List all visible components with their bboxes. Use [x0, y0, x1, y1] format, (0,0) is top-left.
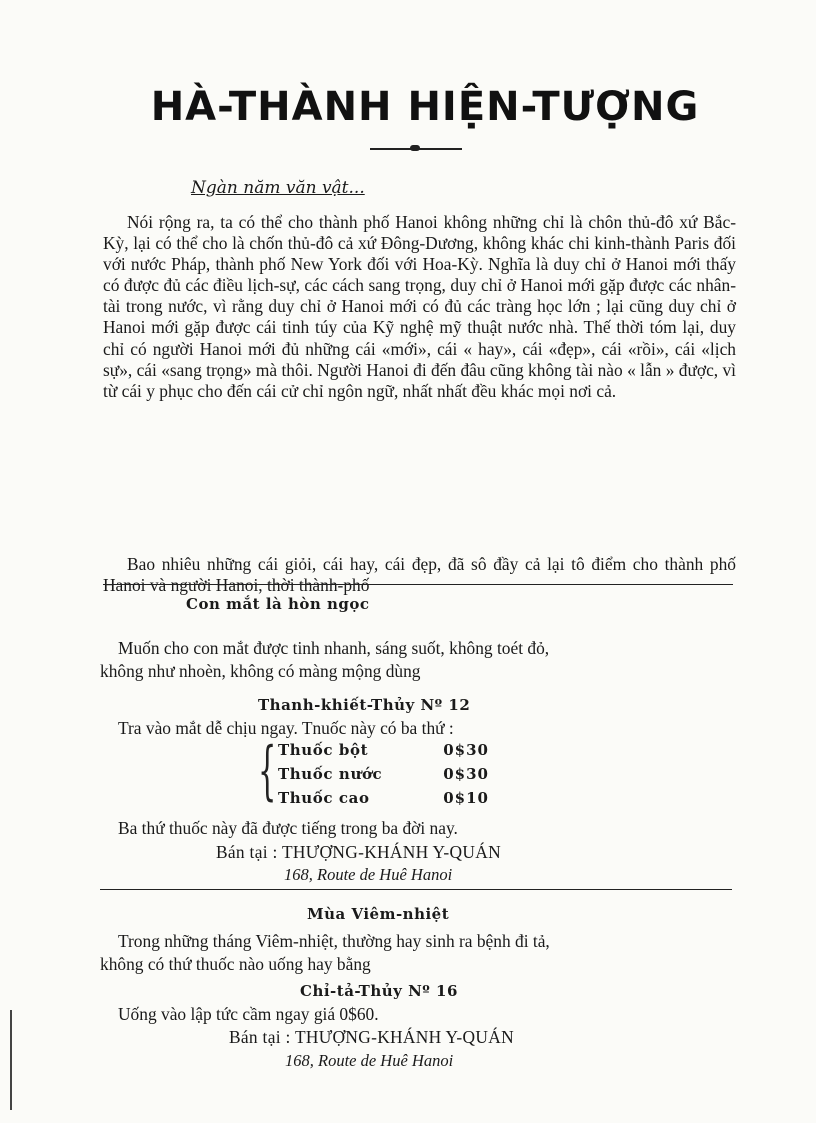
product-label: Thuốc bột [278, 741, 369, 759]
product-price: 0$10 [443, 789, 489, 807]
ad2-product-name: Chỉ-tả-Thủy Nº 16 [300, 982, 458, 1000]
product-price: 0$30 [443, 765, 489, 783]
product-label: Thuốc nước [278, 765, 383, 783]
ad1-note: Ba thứ thuốc này đã được tiếng trong ba đời nay. [118, 818, 458, 838]
ad2-line-2: không có thứ thuốc nào uống hay bằng [100, 954, 371, 974]
ad1-line-1: Muốn cho con mắt được tinh nhanh, sáng suốt, không toét đỏ, [118, 638, 550, 658]
ad1-address: 168, Route de Huê Hanoi [284, 865, 453, 884]
price-row [278, 789, 489, 807]
ad1-line-2: không như nhoèn, không có màng mộng dùng [100, 661, 421, 681]
section-divider-2 [100, 889, 732, 890]
page-edge-shadow [10, 1010, 12, 1110]
title-divider-ornament [410, 145, 420, 151]
article-subheading: Ngàn năm văn vật... [191, 178, 365, 198]
price-row [278, 765, 489, 783]
ad2-seller: Bán tại : THƯỢNG-KHÁNH Y-QUÁN [229, 1027, 514, 1047]
ad1-intro: Tra vào mắt dễ chịu ngay. Tnuốc này có ba thứ : [118, 718, 454, 738]
article-paragraph-2: Bao nhiêu những cái giỏi, cái hay, cái đẹp, đã sô đầy cả lại tô điểm cho thành phố Hanoi và người Hanoi, thời thành-phố [103, 554, 736, 596]
ad1-heading: Con mắt là hòn ngọc [186, 595, 370, 613]
brace-glyph: { [258, 734, 277, 808]
page-title: HÀ-THÀNH HIỆN-TƯỢNG [150, 84, 700, 130]
ad1-seller: Bán tại : THƯỢNG-KHÁNH Y-QUÁN [216, 842, 501, 862]
price-row [278, 741, 489, 759]
section-divider-1 [103, 584, 733, 585]
ad2-heading: Mùa Viêm-nhiệt [307, 905, 450, 923]
product-price: 0$30 [443, 741, 489, 759]
article-paragraph-1: Nói rộng ra, ta có thể cho thành phố Hanoi không những chỉ là chôn thủ-đô xứ Bắc-Kỳ, lại có thể cho là chốn thủ-đô cả xứ Đông-Dương, không khác chi kinh-thành Paris đối với nước Pháp, thành phố New York đối với Hoa-Kỳ. Nghĩa là duy chỉ ở Hanoi mới thấy có được đủ các điều lịch-sự, các cách sang trọng, duy chỉ ở Hanoi mới gặp được các nhân-tài trong nước, vì rằng duy chỉ ở Hanoi mới có đủ các tràng học lớn ; lại cũng duy chỉ ở Hanoi mới gặp được cái tinh túy của Kỹ nghệ mỹ thuật nước nhà. Thế thời tóm lại, duy chỉ có người Hanoi mới đủ những cái «mới», cái « hay», cái «đẹp», cái «rồi», cái «lịch sự», cái «sang trọng» mà thôi. Người Hanoi đi đến đâu cũng không tài nào « lẫn » được, vì từ cái y phục cho đến cái cử chỉ ngôn ngữ, nhất nhất đều khác mọi nơi cả. [103, 212, 737, 401]
ad2-intro: Uống vào lập tức cầm ngay giá 0$60. [118, 1004, 379, 1024]
ad2-address: 168, Route de Huê Hanoi [285, 1051, 454, 1070]
ad2-line-1: Trong những tháng Viêm-nhiệt, thường hay sinh ra bệnh đi tả, [118, 931, 550, 951]
ad1-product-name: Thanh-khiết-Thủy Nº 12 [258, 696, 471, 714]
product-label: Thuốc cao [278, 789, 370, 807]
